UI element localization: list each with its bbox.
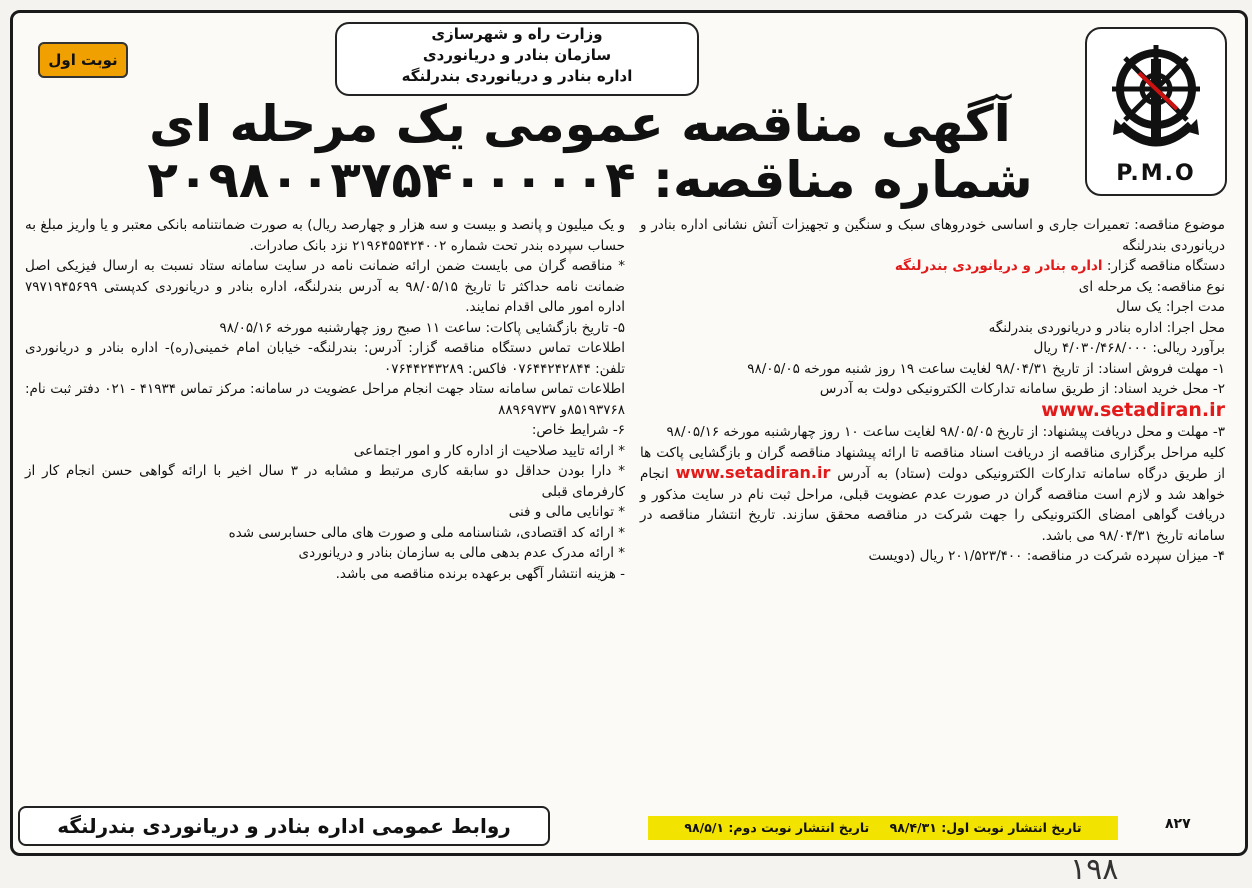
- procedure-text-b: انجام خواهد شد و لازم است مناقصه گران در صورت عدم عضویت قبلی، مراحل ثبت نام در سایت مذکور و دریافت گواهی امضای الکترونیکی را جهت شرکت در مناقصه محقق سازند. تاریخ انتشار مناقصه در سامانه تاریخ ۹۸/۰۴/۳۱ می باشد.: [640, 466, 1225, 544]
- item-2: ۲- محل خرید اسناد: از طریق سامانه تدارکات الکترونیکی دولت به آدرس: [819, 381, 1225, 397]
- right-column: [640, 215, 1225, 567]
- item-4: ۴- میزان سپرده شرکت در مناقصه: ۲۰۱/۵۲۳/۴۰۰ ریال (دویست: [868, 548, 1225, 564]
- date-first: تاریخ انتشار نوبت اول: ۹۸/۴/۳۱: [889, 820, 1082, 835]
- pmo-logo: [1085, 27, 1227, 196]
- organizer-label: دستگاه مناقصه گزار:: [1106, 258, 1225, 274]
- procedure-text-a: کلیه مراحل برگزاری مناقصه از دریافت اسناد مناقصه تا ارائه پیشنهاد مناقصه گران و بازگشایی پاکت ها از طریق درگاه سامانه تدارکات الکترونیکی دولت (ستاد) به آدرس: [640, 444, 1225, 482]
- deposit-continuation: و یک میلیون و پانصد و بیست و سه هزار و چهارصد ریال) به صورت ضمانتنامه بانکی معتبر و یا واریز مبلغ به حساب سپرده بندر تحت شماره ۲۱۹۶۴۵۵۴۲۴۰۰۲ نزد بانک صادرات.: [25, 217, 625, 254]
- location: محل اجرا: اداره بنادر و دریانوردی بندرلنگه: [988, 319, 1225, 336]
- duration: مدت اجرا: یک سال: [1116, 299, 1225, 315]
- estimate: برآورد ریالی: ۴/۰۳۰/۴۶۸/۰۰۰ ریال: [1033, 340, 1225, 356]
- ministry-line-3: اداره بنادر و دریانوردی بندرلنگه: [401, 67, 633, 85]
- condition-item: - هزینه انتشار آگهی برعهده برنده مناقصه می باشد.: [335, 565, 625, 582]
- item-3: ۳- مهلت و محل دریافت پیشنهاد: از تاریخ ۹۸/۰۵/۰۵ لغایت ساعت ۱۰ روز چهارشنبه مورخه ۹۸/۰۵/۱۶: [666, 424, 1225, 440]
- page-title: آگهی مناقصه عمومی یک مرحله ای: [149, 95, 1011, 153]
- subject: موضوع مناقصه: تعمیرات جاری و اساسی خودروهای سبک و سنگین و تجهیزات آتش نشانی اداره بنادر و دریانوردی بندرلنگه: [640, 217, 1225, 254]
- condition-item: * ارائه کد اقتصادی، شناسنامه ملی و صورت های مالی حسابرسی شده: [228, 524, 625, 541]
- organizer: [640, 256, 1225, 277]
- url-line-1: [640, 400, 1225, 423]
- condition-item: * ارائه تایید صلاحیت از اداره کار و امور اجتماعی: [353, 442, 625, 459]
- first-round-badge: نوبت اول: [38, 42, 128, 78]
- item-5: ۵- تاریخ بازگشایی پاکات: ساعت ۱۱ صبح روز چهارشنبه مورخه ۹۸/۰۵/۱۶: [219, 319, 625, 336]
- ministry-line-2: سازمان بنادر و دریانوردی: [422, 46, 612, 64]
- setad-link-2[interactable]: www.setadiran.ir: [675, 463, 831, 482]
- setad-contact: اطلاعات تماس سامانه ستاد جهت انجام مراحل عضویت در سامانه: مرکز تماس ۴۱۹۳۴ - ۰۲۱ دفتر ثبت نام: ۸۵۱۹۳۷۶۸و ۸۸۹۶۹۷۳۷: [25, 381, 625, 418]
- item-1: ۱- مهلت فروش اسناد: از تاریخ ۹۸/۰۴/۳۱ لغایت ساعت ۱۹ روز شنبه مورخه ۹۸/۰۵/۰۵: [747, 360, 1225, 377]
- public-relations-footer: روابط عمومی اداره بنادر و دریانوردی بندرلنگه: [18, 806, 550, 846]
- ministry-header: [335, 22, 699, 96]
- procedure-paragraph: [640, 443, 1225, 547]
- setad-link-1[interactable]: www.setadiran.ir: [1041, 398, 1225, 421]
- guarantee-note: * مناقصه گران می بایست ضمن ارائه ضمانت نامه در سایت سامانه ستاد نسبت به ارسال فیزیکی اصل ضمانت نامه حداکثر تا تاریخ ۹۸/۰۵/۱۵ به آدرس بندرلنگه، اداره بنادر و دریانوردی کدپستی ۷۹۷۱۹۴۵۶۹۹ اداره امور مالی اقدام نمایند.: [25, 258, 625, 315]
- item-6: ۶- شرایط خاص:: [531, 422, 625, 438]
- handwritten-note: ۱۹۸: [1070, 852, 1119, 887]
- ministry-line-1: وزارت راه و شهرسازی: [431, 25, 603, 43]
- tender-number: شماره مناقصه: ۲۰۹۸۰۰۳۷۵۴۰۰۰۰۰۴: [147, 151, 1033, 209]
- tender-type: نوع مناقصه: یک مرحله ای: [1078, 278, 1225, 295]
- notice-code: ۸۲۷: [1165, 816, 1191, 832]
- condition-item: * توانایی مالی و فنی: [508, 504, 625, 520]
- organizer-value: اداره بنادر و دریانوردی بندرلنگه: [894, 258, 1103, 274]
- condition-item: * ارائه مدرک عدم بدهی مالی به سازمان بنادر و دریانوردی: [298, 545, 625, 561]
- publication-dates: [648, 816, 1118, 840]
- left-column: [25, 215, 625, 584]
- organizer-contact: اطلاعات تماس دستگاه مناقصه گزار: آدرس: بندرلنگه- خیابان امام خمینی(ره)- اداره بنادر و دریانوردی تلفن: ۰۷۶۴۴۲۴۲۸۴۴ فاکس: ۰۷۶۴۴۲۴۳۲۸۹: [25, 340, 625, 377]
- anchor-wheel-icon: [1101, 39, 1211, 159]
- logo-text: P.M.O: [1116, 161, 1196, 186]
- condition-item: * دارا بودن حداقل دو سابقه کاری مرتبط و مشابه در ۳ سال اخیر با ارائه گواهی حسن انجام کار از کارفرمای قبلی: [25, 463, 625, 500]
- date-second: تاریخ انتشار نوبت دوم: ۹۸/۵/۱: [684, 820, 870, 835]
